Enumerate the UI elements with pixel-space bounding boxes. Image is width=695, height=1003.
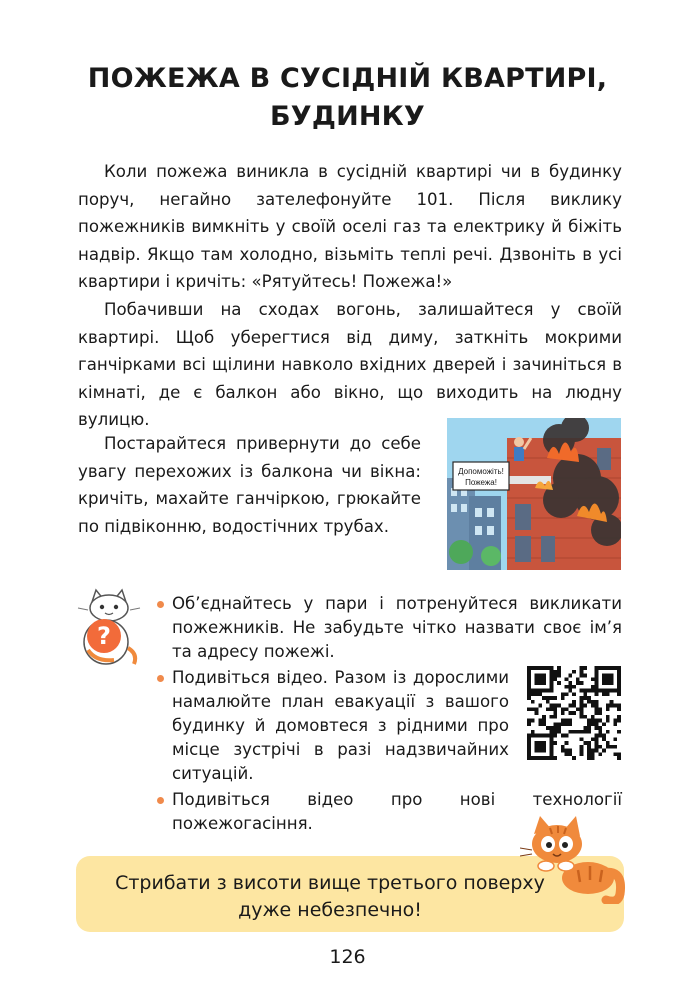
paragraph-3-text: Постарайтеся привернути до себе увагу перехожих із балкона чи вікна: кричіть, махайте ганчіркою, грюкайте по підвіконню, водостічних трубах. — [78, 434, 421, 536]
qr-module — [587, 756, 591, 760]
qr-module — [565, 685, 569, 689]
qr-module — [531, 692, 535, 696]
qr-module — [595, 719, 599, 723]
qr-module — [568, 711, 572, 715]
qr-module — [591, 677, 595, 681]
qr-module — [595, 737, 599, 741]
qr-module — [591, 689, 595, 693]
qr-module — [595, 704, 599, 708]
qr-module — [568, 689, 572, 693]
warning-line-2: дуже небезпечно! — [238, 899, 422, 921]
qr-module — [587, 749, 591, 753]
qr-module — [587, 722, 591, 726]
qr-module — [565, 752, 569, 756]
qr-module — [583, 689, 587, 693]
qr-module — [598, 745, 602, 749]
qr-module — [613, 704, 617, 708]
qr-module — [591, 752, 595, 756]
qr-module — [583, 692, 587, 696]
qr-module — [613, 752, 617, 756]
qr-module — [576, 681, 580, 685]
qr-module — [550, 730, 554, 734]
qr-module — [535, 711, 539, 715]
qr-module — [572, 700, 576, 704]
qr-module — [598, 726, 602, 730]
qr-module — [591, 715, 595, 719]
qr-module — [572, 704, 576, 708]
qr-module — [602, 749, 606, 753]
qr-module — [553, 704, 557, 708]
qr-module — [572, 711, 576, 715]
qr-module — [553, 696, 557, 700]
qr-module — [580, 745, 584, 749]
qr-module — [598, 719, 602, 723]
qr-module — [527, 696, 531, 700]
qr-module — [587, 745, 591, 749]
qr-module — [606, 745, 610, 749]
qr-module — [565, 692, 569, 696]
qr-module — [553, 677, 557, 681]
question-cat-icon — [74, 588, 144, 668]
qr-module — [587, 730, 591, 734]
qr-module — [598, 752, 602, 756]
qr-module — [591, 749, 595, 753]
qr-module — [583, 726, 587, 730]
qr-module — [553, 726, 557, 730]
qr-module — [561, 722, 565, 726]
qr-module — [595, 711, 599, 715]
qr-module — [572, 692, 576, 696]
qr-module — [557, 666, 561, 670]
qr-module — [617, 756, 621, 760]
qr-module — [606, 704, 610, 708]
qr-module — [538, 719, 542, 723]
qr-module — [587, 752, 591, 756]
qr-module — [557, 670, 561, 674]
help-sign-line-1: Допоможіть! — [458, 467, 504, 476]
qr-module — [568, 722, 572, 726]
qr-module — [553, 756, 557, 760]
qr-module — [583, 666, 587, 670]
qr-module — [565, 722, 569, 726]
qr-module — [591, 700, 595, 704]
qr-module — [557, 704, 561, 708]
qr-module — [568, 674, 572, 678]
qr-module — [580, 674, 584, 678]
qr-code[interactable] — [527, 666, 621, 760]
qr-module — [613, 745, 617, 749]
qr-module — [617, 730, 621, 734]
qr-module — [591, 704, 595, 708]
qr-module — [572, 756, 576, 760]
qr-module — [595, 734, 599, 738]
qr-module — [557, 722, 561, 726]
qr-module — [610, 745, 614, 749]
qr-module — [617, 719, 621, 723]
page-title — [60, 60, 635, 136]
qr-module — [613, 719, 617, 723]
qr-module — [568, 719, 572, 723]
qr-module — [561, 749, 565, 753]
qr-module — [591, 756, 595, 760]
qr-module — [568, 749, 572, 753]
qr-module — [580, 666, 584, 670]
bullet-1 — [157, 601, 164, 608]
qr-module — [580, 689, 584, 693]
qr-module — [546, 696, 550, 700]
qr-module — [542, 696, 546, 700]
qr-module — [550, 696, 554, 700]
qr-module — [542, 719, 546, 723]
qr-module — [598, 707, 602, 711]
qr-module — [591, 719, 595, 723]
qr-module — [598, 711, 602, 715]
qr-module — [606, 741, 610, 745]
qr-module — [553, 734, 557, 738]
qr-module — [591, 685, 595, 689]
qr-module — [538, 722, 542, 726]
qr-module — [580, 696, 584, 700]
qr-module — [580, 752, 584, 756]
qr-module — [606, 715, 610, 719]
qr-module — [568, 685, 572, 689]
qr-module — [572, 685, 576, 689]
qr-module — [595, 700, 599, 704]
qr-module — [531, 719, 535, 723]
qr-module — [580, 707, 584, 711]
qr-module — [538, 692, 542, 696]
paragraph-1-text: Коли пожежа виникла в сусідній квартирі чи в будинку поруч, негайно зателефонуйте 101. Після виклику пожежників вимкніть у своїй оселі газ та електрику й біжіть надвір. Якщо там холодно, візьміть теплі речі. Дзвоніть в усі квартири і кричіть: «Рятуйтесь! Пожежа!» — [78, 162, 622, 292]
qr-module — [580, 730, 584, 734]
qr-module — [617, 715, 621, 719]
paragraph-2 — [78, 296, 622, 434]
burning-building-illustration — [447, 418, 621, 570]
qr-module — [583, 730, 587, 734]
task-3: Подивіться відео про нові технології пожежогасіння. — [172, 790, 622, 833]
warning-text — [100, 870, 560, 924]
qr-module — [550, 715, 554, 719]
qr-module — [546, 707, 550, 711]
bullet-2 — [157, 675, 164, 682]
qr-module — [565, 707, 569, 711]
qr-module — [580, 737, 584, 741]
qr-module — [553, 715, 557, 719]
qr-module — [576, 677, 580, 681]
qr-module — [595, 745, 599, 749]
person-body — [514, 447, 524, 461]
orange-cat-icon — [520, 814, 630, 904]
qr-module — [595, 692, 599, 696]
qr-module — [580, 670, 584, 674]
svg-text:?: ? — [97, 622, 111, 650]
qr-module — [587, 689, 591, 693]
qr-module — [587, 741, 591, 745]
qr-module — [553, 711, 557, 715]
qr-module — [565, 719, 569, 723]
qr-module — [572, 730, 576, 734]
qr-module — [617, 692, 621, 696]
qr-module — [557, 730, 561, 734]
qr-module — [527, 719, 531, 723]
qr-module — [610, 704, 614, 708]
qr-module — [568, 752, 572, 756]
qr-module — [580, 711, 584, 715]
qr-module — [557, 674, 561, 678]
qr-module — [583, 704, 587, 708]
qr-module — [617, 704, 621, 708]
qr-module — [561, 745, 565, 749]
qr-module — [587, 726, 591, 730]
qr-module — [602, 692, 606, 696]
qr-module — [583, 715, 587, 719]
qr-module — [591, 722, 595, 726]
qr-module — [531, 707, 535, 711]
qr-module — [583, 696, 587, 700]
qr-module — [561, 734, 565, 738]
balcony-rail — [507, 476, 551, 484]
qr-module — [550, 707, 554, 711]
qr-module — [553, 730, 557, 734]
qr-module — [583, 741, 587, 745]
qr-module — [561, 711, 565, 715]
qr-module — [587, 696, 591, 700]
qr-module — [542, 722, 546, 726]
qr-module — [576, 730, 580, 734]
qr-module — [602, 737, 606, 741]
paragraph-3 — [78, 430, 421, 540]
qr-module — [617, 707, 621, 711]
qr-module — [561, 719, 565, 723]
qr-module — [553, 674, 557, 678]
qr-module — [598, 734, 602, 738]
qr-module — [568, 730, 572, 734]
qr-module — [587, 700, 591, 704]
qr-module — [606, 707, 610, 711]
tree — [449, 540, 473, 564]
qr-module — [591, 737, 595, 741]
qr-module — [595, 726, 599, 730]
qr-module — [606, 730, 610, 734]
qr-module — [595, 741, 599, 745]
warning-line-1: Стрибати з висоти вище третього поверху — [115, 872, 545, 894]
qr-module — [561, 692, 565, 696]
page-number: 126 — [329, 946, 366, 968]
qr-module — [538, 704, 542, 708]
qr-module — [580, 704, 584, 708]
qr-module — [595, 749, 599, 753]
qr-module — [561, 707, 565, 711]
qr-module — [613, 737, 617, 741]
qr-module — [565, 677, 569, 681]
tree — [481, 546, 501, 566]
qr-module — [550, 704, 554, 708]
qr-module — [557, 726, 561, 730]
qr-module — [531, 700, 535, 704]
paragraph-1 — [78, 158, 622, 296]
qr-module — [553, 670, 557, 674]
page-title-line-1: ПОЖЕЖА В СУСІДНІЙ КВАРТИРІ, — [87, 63, 608, 94]
person-head — [514, 437, 524, 447]
qr-module — [583, 674, 587, 678]
qr-module — [576, 707, 580, 711]
qr-module — [568, 704, 572, 708]
qr-module — [535, 692, 539, 696]
qr-module — [553, 741, 557, 745]
qr-module — [602, 734, 606, 738]
qr-module — [550, 726, 554, 730]
qr-module — [598, 730, 602, 734]
qr-module — [553, 722, 557, 726]
qr-module — [602, 722, 606, 726]
bullet-3 — [157, 797, 164, 804]
qr-module — [531, 730, 535, 734]
qr-module — [595, 722, 599, 726]
qr-module — [580, 681, 584, 685]
qr-module — [565, 749, 569, 753]
qr-module — [613, 722, 617, 726]
qr-module — [610, 700, 614, 704]
paragraph-2-text: Побачивши на сходах вогонь, залишайтеся у своїй квартирі. Щоб уберегтися від диму, заткніть мокрими ганчірками всі щілини навколо вхідних дверей і зачиніться в кімнаті, де є балкон або вікно, що виходить на людну вулицю. — [78, 300, 622, 430]
task-2: Подивіться відео. Разом із дорослими намалюйте план евакуації з вашого будинку й домовтеся з рідними про місце зустрічі в разі надзвичайних ситуацій. — [172, 668, 509, 783]
qr-module — [553, 707, 557, 711]
qr-module — [580, 700, 584, 704]
qr-module — [572, 670, 576, 674]
qr-module — [565, 741, 569, 745]
qr-module — [595, 707, 599, 711]
qr-module — [580, 715, 584, 719]
qr-module — [587, 719, 591, 723]
page-title-line-2: БУДИНКУ — [270, 101, 425, 132]
qr-module — [580, 749, 584, 753]
qr-module — [568, 681, 572, 685]
qr-module — [546, 700, 550, 704]
qr-module — [542, 715, 546, 719]
qr-module — [561, 696, 565, 700]
qr-module — [617, 752, 621, 756]
qr-module — [557, 681, 561, 685]
qr-module — [565, 734, 569, 738]
qr-module — [606, 692, 610, 696]
qr-module — [535, 707, 539, 711]
qr-module — [606, 719, 610, 723]
qr-module — [546, 726, 550, 730]
qr-module — [527, 692, 531, 696]
help-sign-line-2: Пожежа! — [465, 478, 497, 487]
qr-module — [527, 707, 531, 711]
task-1: Об’єднайтесь у пари і потренуйтеся викликати пожежників. Не забудьте чітко назвати своє ім’я та адресу пожежі. — [172, 594, 622, 661]
qr-module — [527, 722, 531, 726]
